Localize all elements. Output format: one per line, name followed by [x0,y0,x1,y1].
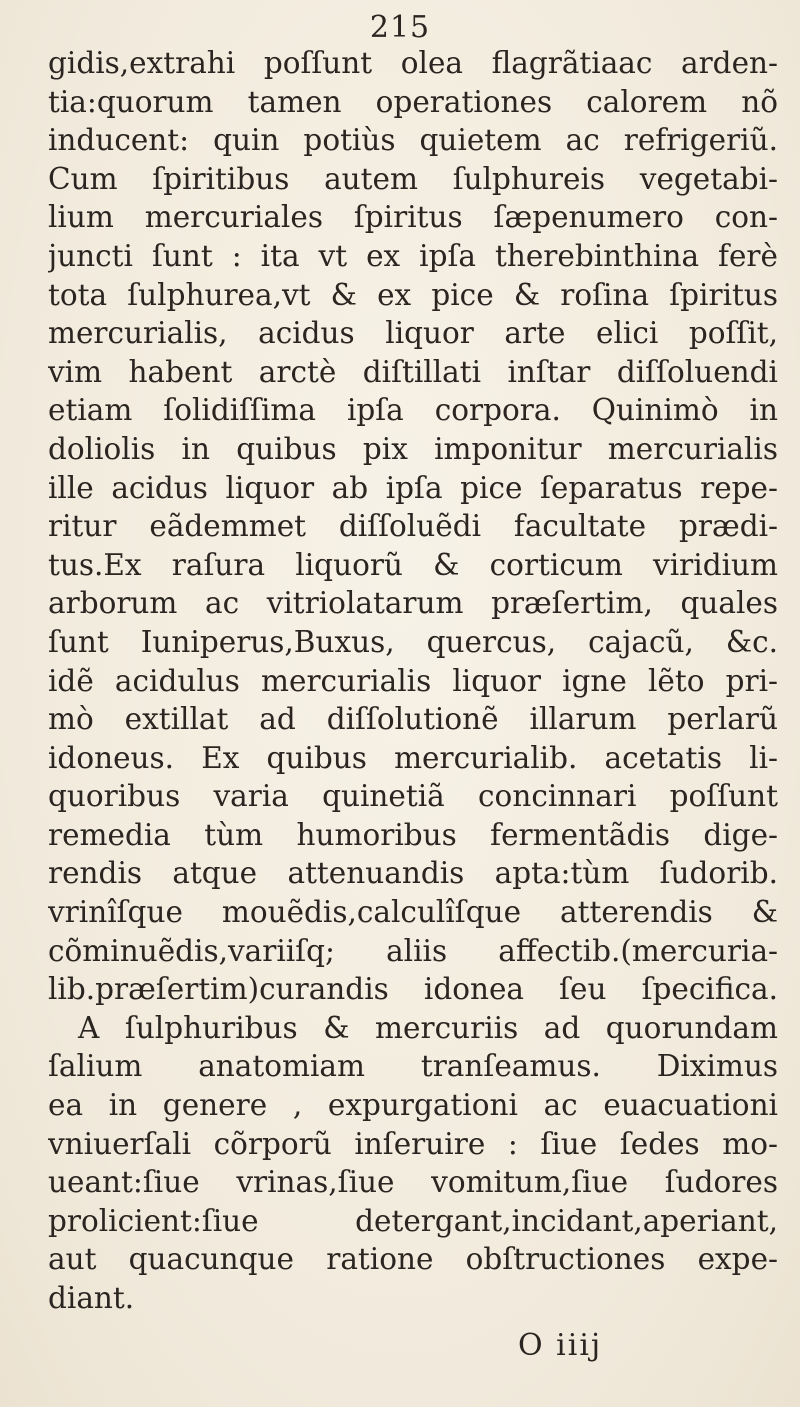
paragraph-start-line: A ſulphuribus & mercuriis ad quorundam [78,1010,778,1045]
text-line: tota ſulphurea,vt & ex pice & roſina ſpiritus [48,277,778,312]
text-line: idẽ acidulus mercurialis liquor igne lẽto pri- [48,663,778,698]
text-line: gidis,extrahi poſſunt olea flagrãtiaac arden- [48,46,778,80]
text-line: tia:quorum tamen operationes calorem nõ [48,84,778,119]
text-line: idoneus. Ex quibus mercurialib. acetatis li- [48,740,778,775]
text-line: aut quacunque ratione obſtructiones expe- [48,1242,778,1277]
signature-mark: O iiij [518,1328,603,1363]
text-line: ille acidus liquor ab ipſa pice ſeparatus repe- [48,470,778,505]
text-line: ſunt Iuniperus,Buxus, quercus, cajacũ, &c. [48,624,778,659]
text-line: remedia tùm humoribus fermentãdis dige- [48,817,778,852]
text-line: prolicient:ſiue detergant,incidant,aperiant, [48,1203,778,1238]
text-line: vniuerſali cõrporũ inſeruire : ſiue ſedes mo- [48,1126,778,1161]
text-line-final: diant. [48,1281,135,1315]
text-line: doliolis in quibus pix imponitur mercurialis [48,431,778,466]
text-line: ueant:ſiue vrinas,ſiue vomitum,ſiue ſudores [48,1165,778,1200]
text-line: mò extillat ad diſſolutionẽ illarum perlarũ [48,702,778,737]
body-text [48,44,778,1318]
text-line: cõminuẽdis,variiſq; aliis affectib.(mercuria- [48,933,778,968]
text-line: arborum ac vitriolatarum præſertim, quales [48,586,778,621]
text-line: etiam ſolidiſſima ipſa corpora. Quinimò in [48,393,778,428]
text-line: tus.Ex raſura liquorũ & corticum viridium [48,547,778,582]
text-line: ſalium anatomiam tranſeamus. Diximus [48,1049,778,1084]
page-number: 215 [369,10,431,45]
text-line: vim habent arctè diſtillati inſtar diſſoluendi [48,354,778,389]
text-line: mercurialis, acidus liquor arte elici poſſit, [48,316,778,351]
text-line: Cum ſpiritibus autem ſulphureis vegetabi- [48,161,778,196]
text-line: juncti ſunt : ita vt ex ipſa therebinthina ferè [48,238,778,273]
text-line: ea in genere , expurgationi ac euacuationi [48,1088,778,1123]
text-line: inducent: quin potiùs quietem ac refrigeriũ. [48,123,778,158]
text-line: ritur eãdemmet diſſoluẽdi facultate prædi- [48,509,778,544]
text-line: rendis atque attenuandis apta:tùm ſudorib. [48,856,778,891]
text-line: quoribus varia quinetiã concinnari poſſunt [48,779,778,814]
text-line: vrinîſque mouẽdis,calculîſque atterendis & [48,895,778,930]
text-line: lib.præſertim)curandis idonea ſeu ſpecifica. [48,972,778,1007]
text-line: lium mercuriales ſpiritus ſæpenumero con- [48,200,778,235]
